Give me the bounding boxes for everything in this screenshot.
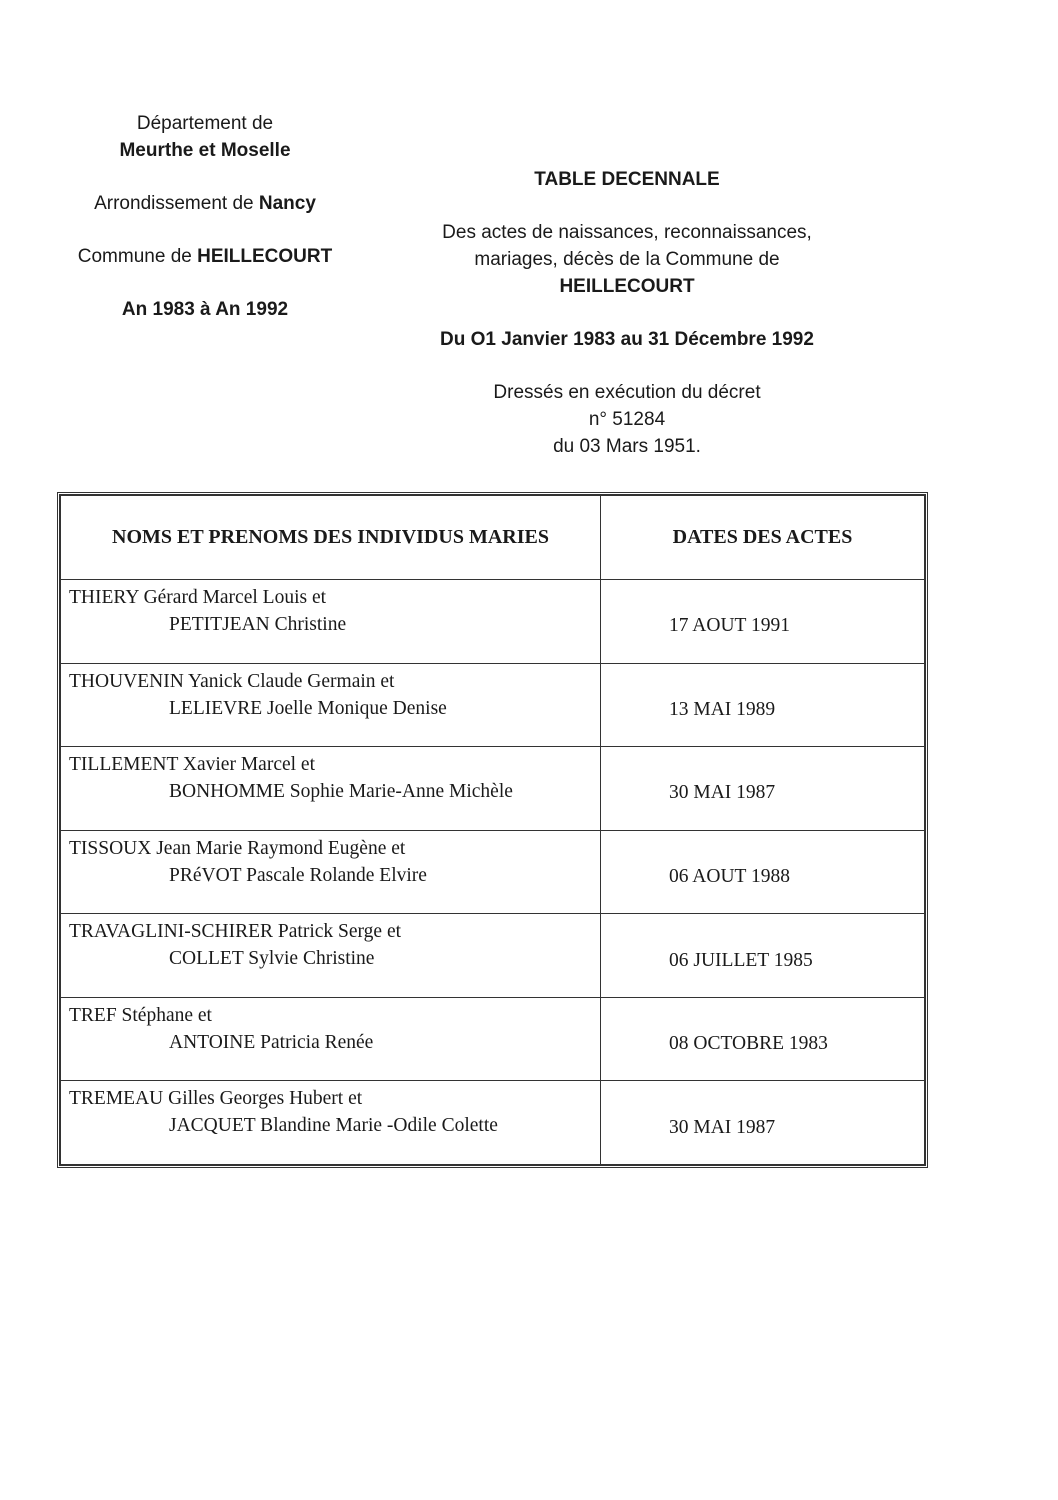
names-cell — [61, 997, 601, 1081]
names-cell — [61, 580, 601, 664]
decree-line-1: Dressés en exécution du décret — [493, 382, 761, 403]
spouse-2: COLLET Sylvie Christine — [169, 948, 375, 970]
names-cell — [61, 914, 601, 998]
date-cell: 08 OCTOBRE 1983 — [601, 997, 925, 1081]
date-cell: 17 AOUT 1991 — [601, 580, 925, 664]
column-header-names: NOMS ET PRENOMS DES INDIVIDUS MARIES — [61, 496, 601, 580]
table-header-row — [61, 496, 925, 580]
marriage-table — [57, 492, 928, 1168]
names-cell — [61, 663, 601, 747]
department-name: Meurthe et Moselle — [119, 140, 291, 161]
table-row — [61, 914, 925, 998]
spouse-1: TILLEMENT Xavier Marcel et — [69, 754, 315, 776]
date-cell: 30 MAI 1987 — [601, 747, 925, 831]
header-left — [55, 110, 355, 323]
spouse-2: ANTOINE Patricia Renée — [169, 1031, 374, 1053]
department-label: Département de — [136, 113, 274, 134]
names-cell — [61, 830, 601, 914]
spouse-2: BONHOMME Sophie Marie-Anne Michèle — [169, 781, 513, 803]
spouse-1: TISSOUX Jean Marie Raymond Eugène et — [69, 837, 406, 859]
commune-name: HEILLECOURT — [197, 246, 333, 267]
header-right — [400, 166, 854, 460]
description-line-1: Des actes de naissances, reconnaissances, — [442, 222, 812, 243]
table-row — [61, 1081, 925, 1165]
date-cell: 30 MAI 1987 — [601, 1081, 925, 1165]
arrondissement-prefix: Arrondissement de — [94, 193, 259, 214]
decree-line-3: du 03 Mars 1951. — [553, 436, 701, 457]
spouse-1: THIERY Gérard Marcel Louis et — [69, 587, 327, 608]
spouse-2: PETITJEAN Christine — [169, 614, 347, 635]
date-cell: 13 MAI 1989 — [601, 663, 925, 747]
arrondissement-name: Nancy — [258, 193, 316, 214]
spouse-2: PRéVOT Pascale Rolande Elvire — [169, 864, 427, 886]
spouse-1: TRAVAGLINI-SCHIRER Patrick Serge et — [69, 921, 402, 943]
table-row — [61, 747, 925, 831]
document-title: TABLE DECENNALE — [534, 169, 720, 190]
commune-prefix: Commune de — [77, 246, 198, 267]
spouse-2: LELIEVRE Joelle Monique Denise — [169, 697, 447, 719]
spouse-1: TREF Stéphane et — [69, 1004, 212, 1026]
date-cell: 06 AOUT 1988 — [601, 830, 925, 914]
description-line-2: mariages, décès de la Commune de — [474, 249, 780, 270]
period: An 1983 à An 1992 — [121, 299, 289, 320]
column-header-dates: DATES DES ACTES — [601, 496, 925, 580]
description-commune: HEILLECOURT — [559, 276, 695, 297]
names-cell — [61, 1081, 601, 1165]
names-cell — [61, 747, 601, 831]
arrondissement-line — [55, 190, 355, 217]
commune-line — [55, 243, 355, 270]
spouse-1: THOUVENIN Yanick Claude Germain et — [69, 670, 395, 692]
table-row — [61, 663, 925, 747]
spouse-2: JACQUET Blandine Marie -Odile Colette — [169, 1115, 498, 1137]
table-row — [61, 997, 925, 1081]
decree-line-2: n° 51284 — [588, 409, 666, 430]
date-cell: 06 JUILLET 1985 — [601, 914, 925, 998]
date-range: Du O1 Janvier 1983 au 31 Décembre 1992 — [440, 329, 814, 350]
table-row — [61, 830, 925, 914]
spouse-1: TREMEAU Gilles Georges Hubert et — [69, 1088, 363, 1110]
table-row — [61, 580, 925, 664]
